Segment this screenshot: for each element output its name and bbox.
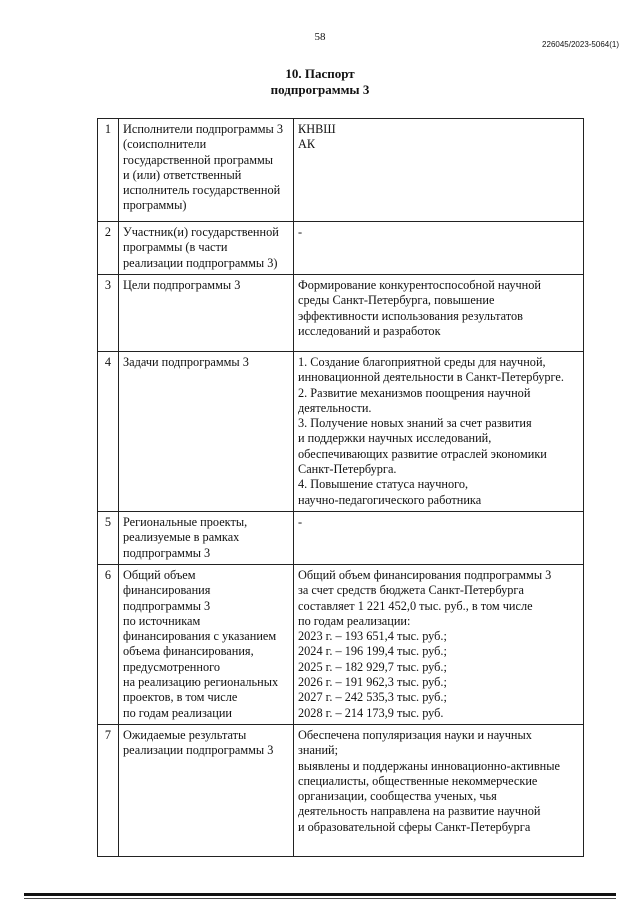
value-line: среды Санкт-Петербурга, повышение	[298, 293, 495, 308]
row-number: 5	[98, 511, 119, 564]
value-line: за счет средств бюджета Санкт-Петербурга	[298, 583, 524, 598]
value-line: составляет 1 221 452,0 тыс. руб., в том числе	[298, 598, 533, 613]
label-line: Цели подпрограммы 3	[123, 278, 241, 292]
value-line: и поддержки научных исследований,	[298, 431, 492, 446]
row-label	[119, 222, 294, 275]
value-line: Санкт-Петербурга.	[298, 462, 397, 477]
label-line: Участник(и) государственной	[123, 225, 279, 239]
label-line: реализуемые в рамках	[123, 530, 240, 545]
table-row	[98, 352, 584, 512]
row-label	[119, 275, 294, 352]
row-label	[119, 724, 294, 856]
label-line: и (или) ответственный	[123, 167, 242, 182]
table-row	[98, 119, 584, 222]
value-line: 2023 г. – 193 651,4 тыс. руб.;	[298, 629, 447, 644]
label-line: программы (в части	[123, 240, 228, 255]
row-value	[294, 222, 584, 275]
label-line: Региональные проекты,	[123, 514, 248, 529]
label-line: по годам реализации	[123, 705, 233, 720]
value-line: научно-педагогического работника	[298, 492, 482, 507]
value-line: 1. Создание благоприятной среды для научной,	[298, 355, 546, 369]
value-line: КНВШ	[298, 122, 336, 136]
table-row	[98, 275, 584, 352]
label-line: Ожидаемые результаты	[123, 727, 247, 742]
value-line: и образовательной сферы Санкт-Петербурга	[298, 819, 531, 834]
row-number: 6	[98, 564, 119, 724]
label-line: (соисполнители	[123, 137, 207, 152]
table-row	[98, 564, 584, 724]
value-line: по годам реализации:	[298, 613, 411, 628]
label-line: государственной программы	[123, 152, 274, 167]
row-value	[294, 724, 584, 856]
label-line: по источникам	[123, 613, 201, 628]
value-line: АК	[298, 137, 316, 152]
row-value	[294, 119, 584, 222]
table-row	[98, 511, 584, 564]
value-line: 2. Развитие механизмов поощрения научной	[298, 385, 531, 400]
value-line: обеспечивающих развитие отраслей экономики	[298, 446, 547, 461]
value-line: деятельность направлена на развитие научной	[298, 804, 541, 819]
value-line: 2024 г. – 196 199,4 тыс. руб.;	[298, 644, 447, 659]
value-line: 2027 г. – 242 535,3 тыс. руб.;	[298, 690, 447, 705]
label-line: финансирования с указанием	[123, 629, 277, 644]
row-label	[119, 352, 294, 512]
value-line: Обеспечена популяризация науки и научных	[298, 727, 532, 742]
heading-line-1: 10. Паспорт	[285, 66, 355, 81]
row-number: 4	[98, 352, 119, 512]
row-value	[294, 275, 584, 352]
value-line: исследований и разработок	[298, 323, 441, 338]
value-line: 2026 г. – 191 962,3 тыс. руб.;	[298, 675, 447, 690]
row-number: 1	[98, 119, 119, 222]
label-line: Задачи подпрограммы 3	[123, 355, 249, 369]
label-line: подпрограммы 3	[123, 598, 211, 613]
label-line: реализации подпрограммы 3)	[123, 255, 278, 270]
value-line: знаний;	[298, 743, 339, 758]
passport-table	[97, 118, 584, 857]
page-number: 58	[314, 31, 326, 43]
row-value	[294, 564, 584, 724]
label-line: Общий объем	[123, 567, 196, 582]
value-line: 4. Повышение статуса научного,	[298, 477, 469, 492]
label-line: Исполнители подпрограммы 3	[123, 122, 284, 136]
label-line: предусмотренного	[123, 659, 220, 674]
label-line: на реализацию региональных	[123, 675, 279, 690]
row-label	[119, 119, 294, 222]
row-number: 3	[98, 275, 119, 352]
table-row	[98, 724, 584, 856]
heading-line-2: подпрограммы 3	[270, 82, 370, 97]
value-line: Формирование конкурентоспособной научной	[298, 278, 541, 292]
row-value	[294, 352, 584, 512]
value-line: инновационной деятельности в Санкт-Петербурге.	[298, 370, 564, 385]
label-line: программы)	[123, 198, 187, 213]
section-heading	[0, 66, 640, 98]
label-line: подпрограммы 3	[123, 545, 211, 560]
value-line: -	[298, 514, 303, 529]
document-id: 226045/2023-5064(1)	[542, 40, 619, 49]
label-line: исполнитель государственной	[123, 183, 281, 198]
value-line: -	[298, 225, 303, 239]
table-row	[98, 222, 584, 275]
value-line: выявлены и поддержаны инновационно-активные	[298, 758, 560, 773]
row-number: 2	[98, 222, 119, 275]
row-label	[119, 564, 294, 724]
label-line: финансирования	[123, 583, 211, 598]
value-line: 2028 г. – 214 173,9 тыс. руб.	[298, 705, 444, 720]
value-line: 2025 г. – 182 929,7 тыс. руб.;	[298, 659, 447, 674]
row-label	[119, 511, 294, 564]
value-line: Общий объем финансирования подпрограммы 3	[298, 567, 552, 582]
value-line: организации, сообщества ученых, чья	[298, 789, 497, 804]
label-line: объема финансирования,	[123, 644, 254, 659]
bottom-rule	[24, 893, 616, 896]
value-line: деятельности.	[298, 400, 372, 415]
bottom-rule-thin	[24, 898, 616, 899]
label-line: реализации подпрограммы 3	[123, 743, 274, 758]
row-value	[294, 511, 584, 564]
value-line: эффективности использования результатов	[298, 308, 523, 323]
label-line: проектов, в том числе	[123, 690, 238, 705]
value-line: 3. Получение новых знаний за счет развития	[298, 416, 532, 431]
row-number: 7	[98, 724, 119, 856]
value-line: специалисты, общественные некоммерческие	[298, 773, 538, 788]
